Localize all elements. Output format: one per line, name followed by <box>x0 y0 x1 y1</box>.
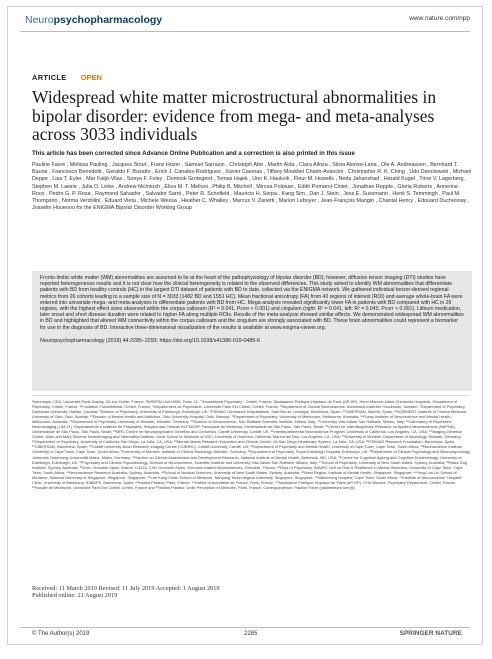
correction-notice: This article has been corrected since Advance Online Publication and a correction is also printed in this issue <box>32 150 355 157</box>
publication-dates <box>32 585 220 600</box>
abstract-box <box>32 271 472 391</box>
footer-divider <box>20 627 470 628</box>
citation-line[interactable]: Neuropsychopharmacology (2019) 44:2285–2293; https://doi.org/10.1038/s41386-019-0485-6 <box>40 337 260 344</box>
publisher-logo: SPRINGER NATURE <box>399 630 462 637</box>
copyright-notice: © The Author(s) 2019 <box>32 631 90 637</box>
abstract-text: Fronto-limbic white matter (WM) abnormalities are assumed to lie at the heart of the pathophysiology of bipolar disorder (BD); however, diffusion tensor imaging (DTI) studies have reported heterogeneous results and it is not clear how the clinical heterogeneity is related to the observed differences. This study aimed to identify WM abnormalities that differentiate patients with BD from healthy controls (HC) in the largest DTI dataset of patients with BD to date, collected via the ENIGMA network. We gathered individual tensor-derived regional metrics from 26 cohorts leading to a sample size of N = 3033 (1482 BD and 1551 HC). Mean fractional anisotropy (FA) from 43 regions of interest (ROI) and average whole-brain FA were entered into univariate mega- and meta-analyses to differentiate patients with BD from HC. Mega-analysis revealed significantly lower FA in patients with BD compared with HC in 29 regions, with the highest effect sizes observed within the corpus callosum (R² = 0.041, Pcorr < 0.001) and cingulum (right: R² = 0.041, left: R² = 0.040, Pcorr < 0.001). Lithium medication, later onset and short disease duration were related to higher FA along multiple ROIs. Results of the meta-analysis showed similar effects. We demonstrated widespread WM abnormalities in BD and highlighted that altered WM connectivity within the corpus callosum and the cingulum are strongly associated with BD. These brain abnormalities could represent a biomarker for use in the diagnosis of BD. Interactive three-dimensional visualization of the results is available at www.enigma-viewer.org. <box>40 275 464 331</box>
published-date: Published online: 21 August 2019 <box>32 592 118 600</box>
journal-header <box>8 7 482 33</box>
affiliations-text: ¹Neurospin, CEA, Université Paris-Saclay, Gif-sur-Yvette, France; ²INSERM Unit U955, Team 15, "Translational Psychiatry", Créteil, France; ³Assistance Publique-Hôpitaux de Paris (AP-HP), Henri Mondor-Albert Chenevier Hospitals, Department of Psychiatry, Créteil, France; ⁴Fondation FondaMental, Créteil, France; ⁵Département de Psychiatrie, Université Paris Est Créteil, Créteil, France; ⁶Department of Clinical Neuroscience, Karolinska Institutet, Stockholm, Sweden; ⁷Department of Psychiatry, Dalhousie University, Halifax, Canada; ⁸Division of Psychiatry, University of Edinburgh, Edinburgh, UK; ⁹FIDMAG Germanes Hospitalàries, Sant Boi de Llobregat, Barcelona, Spain; ¹⁰CIBERSAM, Madrid, Spain; ¹¹NORMENT, Institute of Clinical Medicine, University of Oslo, Oslo, Norway; ¹²Division of Mental Health and Addiction, Oslo University Hospital, Oslo, Norway; ¹³Department of Psychiatry, University of Melbourne, Melbourne, Australia; ¹⁴Florey Institute of Neuroscience and Mental Health, Melbourne, Australia; ¹⁵Department of Psychiatry, University of Münster, Münster, Germany; ¹⁶Division of Neuroscience, San Raffaele Scientific Institute, Milano, Italy; ¹⁷University Vita-Salute San Raffaele, Milano, Italy; ¹⁸Laboratory of Psychiatric Neuroimaging (LIM-21), Departamento e Instituto de Psiquiatria, Hospital das Clinicas HCFMUSP, Faculdade de Medicina, Universidade de São Paulo, São Paulo, Brazil; ¹⁹Center for Interdisciplinary Research on Applied Neurosciences (NAPNA), Universidade de São Paulo, São Paulo, Brazil; ²⁰MRC Centre for Neuropsychiatric Genetics and Genomics, Cardiff University, Cardiff, UK; ²¹Interdepartmental Neuroscience Program, University of California, Los Angeles, CA, USA; ²²Imaging Genetics Center, Mark and Mary Stevens Neuroimaging and Informatics Institute, Keck School of Medicine of USC, University of Southern California, Marina del Rey, Los Angeles, CA, USA; ²³University of Münster, Department of Neurology, Münster, Germany; ²⁴Department of Psychiatry, University of California San Diego, La Jolla, CA, USA; ²⁵Mental Illness Research Education and Clinical Center, VA San Diego Healthcare System, La Jolla, CA, USA; ²⁶FIDMAG Research Foundation, Barcelona, Spain; ²⁷CIBERSAM, Barcelona, Spain; ²⁸Cardiff University Brain Research Imaging Centre (CUBRIC), Cardiff University, Cardiff, UK; ²⁹Department of Psychiatry and Mental Health, University of Cape Town, Cape Town, South Africa; ³⁰Neuroscience Institute, University of Cape Town, Cape Town, South Africa; ³¹University of Münster, Institute of Clinical Radiology, Münster, Germany; ³²Department of Psychiatry, Royal Edinburgh Hospital, Edinburgh, UK; ³³Department of Clinical Psychology and Neuropsychology, Johannes Gutenberg-Universität Mainz, Mainz, Germany; ³⁴Section on Clinical Assessment and Development Research, National Institute of Mental Health, Bethesda, MD, USA; ³⁵Centre for Cognitive Ageing and Cognitive Epidemiology, University of Edinburgh, Edinburgh, UK; ³⁶Psychiatry and Clinical Psychobiology, Division of Neuroscience, Scientific Institute and University Vita-Salute San Raffaele, Milano, Italy; ³⁷School of Psychiatry, University of New South Wales, Sydney, Australia; ³⁸Black Dog Institute, Sydney, Australia; ³⁹Univ. Grenoble Alpes, Inserm, U1216, CHU Grenoble Alpes, Grenoble Institut Neurosciences, Grenoble, France; ⁴⁰Dept of Psychiatry, SAMRC Unit on Risk & Resilience in Mental Disorders, University of Cape Town, Cape Town, South Africa; ⁴¹Neuroscience Research Australia, Sydney, Australia; ⁴²School of Medical Sciences, University of New South Wales, Sydney, Australia; ⁴³West Region, Institute of Mental Health, Singapore, Singapore; ⁴⁴Yong Loo Lin School of Medicine, National University of Singapore, Singapore, Singapore; ⁴⁵Lee Kong Chian School of Medicine, Nanyang Technological University, Singapore, Singapore; ⁴⁶Valkenberg Hospital, Cape Town, South Africa; ⁴⁷Institute of Neuroscience, Hospital Clinic, University of Barcelona, IDIBAPS, Barcelona, Spain; ⁴⁸Institut Pasteur, Paris, France; ⁴⁹Institut Universitaire de France, Paris, France; ⁵⁰Assistance Publique-Hôpitaux de Paris (AP-HP), CHU Mondor, Psychiatry Department, Créteil, France; ⁵¹Faculté de Médecine, Université Paris Est Créteil, Créteil, France and ⁵²Institut Pasteur, Unité Perception et Mémoire, Paris, France. Correspondence: Pauline Favre (paulinefavre.umr@) <box>32 399 471 490</box>
article-type-line <box>32 73 102 82</box>
header-divider <box>20 31 470 32</box>
journal-url-link[interactable]: www.nature.com/npp <box>409 15 470 22</box>
article-title: Widespread white matter microstructural abnormalities in bipolar disorder: evidence from mega- and meta-analyses across 3033 individuals <box>32 87 437 144</box>
article-type-label: ARTICLE <box>32 73 67 82</box>
open-access-label: OPEN <box>80 73 102 82</box>
affiliations-divider <box>32 395 470 396</box>
article-page <box>7 6 483 645</box>
author-list: Pauline Favre , Melissa Pauling , Jacques Stout , Franz Hozer , Samuel Sarrazin , Christoph Abé , Martin Alda , Clara Alloza , Silvia Alonso-Lana , Ole A. Andreassen , Bernhard T. Baune , Francesco Benedetti , Geraldo F. Busatto , Erick J. Canales-Rodríguez , Xavier Caseras , Tiffany Moukbel Chaim-Avancini , Christopher R. K. Ching , Udo Dannlowski , Michael Deppe , Lisa T. Eyler , Mar Fatjó-Vilas , Sonya F. Foley , Dominik Grotegerd , Tomas Hajek , Unn K. Haukvik , Fleur M. Howells , Neda Jahanshad , Harald Kugel , Trine V. Lagerberg , Stephen M. Lawrie , Julia O. Linke , Andrew McIntosh , Elisa M. T. Melloni , Philip B. Mitchell , Mircea Polosan , Edith Pomarol-Clotet , Jonathan Repple , Gloria Roberts , Annerine Roos , Pedro G. P. Rosa , Raymond Salvador , Salvador Sarró , Peter R. Schofield , Mauricio H. Serpa , Kang Sim , Dan J. Stein , Jess E. Sussmann , Henk S. Temmingh , Paul M. Thompson , Norma Verdolini , Eduard Vieta , Michele Wessa , Heather C. Whalley , Marcus V. Zanetti , Marion Leboyer , Jean-François Mangin , Chantal Henry , Edouard Duchesnay , Josselin Houenou for the ENIGMA Bipolar Disorder Working Group <box>32 162 472 212</box>
page-number: 2285 <box>244 631 258 637</box>
journal-name[interactable]: Neuropsychopharmacology <box>25 14 163 26</box>
received-dates: Received: 11 March 2019 Revised: 11 July 2019 Accepted: 1 August 2019 <box>32 585 220 592</box>
